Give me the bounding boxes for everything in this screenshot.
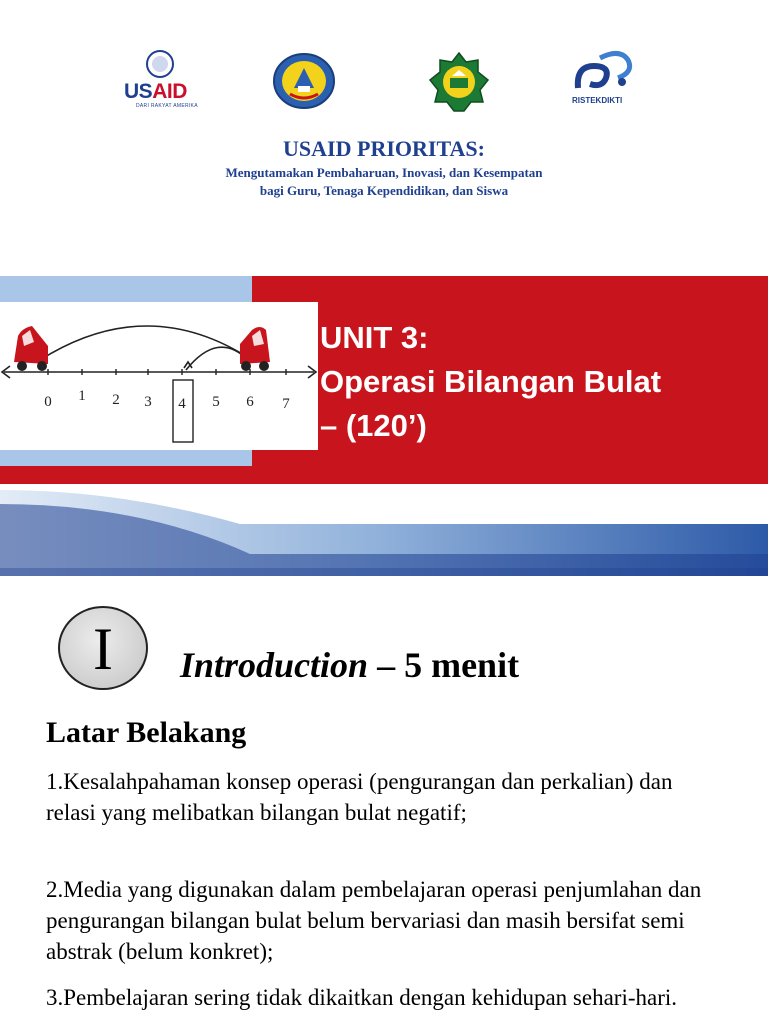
kemenag-logo-icon xyxy=(428,52,490,112)
tick-label: 6 xyxy=(246,394,254,410)
program-subtitle-line2: bagi Guru, Tenaga Kependidikan, dan Siswa xyxy=(259,183,509,198)
tick-label: 1 xyxy=(78,388,86,404)
unit-title xyxy=(320,316,760,448)
section-title xyxy=(180,644,519,686)
unit-title-line3: – (120’) xyxy=(320,408,427,443)
section-title-rest: – 5 menit xyxy=(368,645,520,685)
car-right-icon xyxy=(240,327,270,371)
tick-label: 2 xyxy=(112,392,120,408)
tick-label: 7 xyxy=(282,396,290,412)
jump-arc-small xyxy=(186,347,248,370)
number-line-illustration xyxy=(0,302,318,450)
ristekdikti-label: RISTEKDIKTI xyxy=(572,96,623,105)
ristekdikti-logo xyxy=(570,48,636,110)
tick-labels xyxy=(44,388,290,412)
list-item: 1.Kesalahpahaman konsep operasi (pengurangan dan perkalian) dan relasi yang melibatkan bilangan bulat negatif; xyxy=(46,769,673,825)
tick-label: 5 xyxy=(212,394,220,410)
decorative-wave xyxy=(0,484,768,576)
background-heading: Latar Belakang xyxy=(46,716,247,749)
tick-label: 4 xyxy=(178,396,186,412)
unit-title-line1: UNIT 3: xyxy=(320,320,429,355)
tick-label: 3 xyxy=(144,394,152,410)
usaid-logo xyxy=(122,50,200,112)
usaid-tagline: DARI RAKYAT AMERIKA xyxy=(136,103,198,109)
unit-title-line2: Operasi Bilangan Bulat xyxy=(320,364,662,399)
usaid-wordmark: USAID xyxy=(124,80,187,103)
tick-label: 0 xyxy=(44,394,52,410)
kemdikbud-logo-icon xyxy=(272,52,336,110)
section-title-italic: Introduction xyxy=(180,645,369,685)
section-numeral-badge: I xyxy=(58,606,148,690)
jump-arc-large xyxy=(40,326,252,360)
list-item: 3.Pembelajaran sering tidak dikaitkan dengan kehidupan sehari-hari. xyxy=(46,985,678,1010)
car-left-icon xyxy=(14,326,48,371)
program-title: USAID PRIORITAS: xyxy=(283,136,485,161)
usaid-seal-icon xyxy=(146,50,174,78)
ristekdikti-swirl-icon xyxy=(570,48,636,96)
list-item: 2.Media yang digunakan dalam pembelajaran operasi penjumlahan dan pengurangan bilangan bulat belum bervariasi dan masih bersifat semi abstrak (belum konkret); xyxy=(46,877,702,964)
program-subtitle-line1: Mengutamakan Pembaharuan, Inovasi, dan Kesempatan xyxy=(225,165,543,180)
